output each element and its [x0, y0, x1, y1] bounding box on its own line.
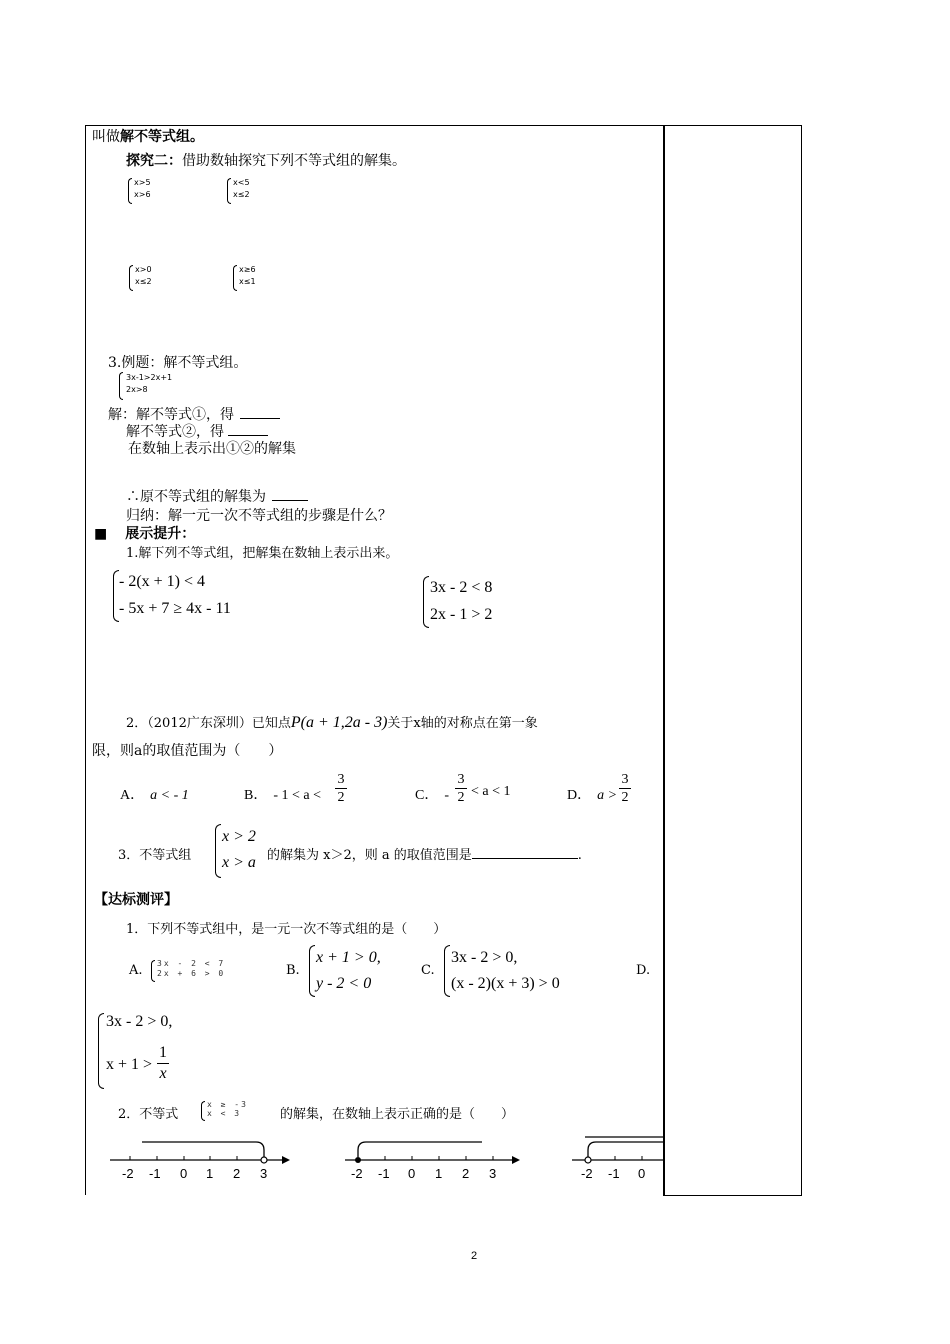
system-a: - 2(x + 1) < 4 - 5x + 7 ≥ 4x - 11 [119, 573, 231, 617]
q2-option-c-fraction: 3 2 [455, 771, 467, 806]
number-line-b [335, 1130, 530, 1185]
svg-text:2: 2 [462, 1166, 470, 1181]
summary-question: 归纳：解一元一次不等式组的步骤是什么？ [126, 508, 392, 524]
q2-option-d: D． a > [567, 788, 618, 803]
assessment-q1: 1．下列不等式组中，是一元一次不等式组的是（ ） [126, 922, 447, 937]
showcase-q2-line1: 2．（2012广东深圳）已知点P(a + 1,2a - 3)关于x轴的对称点在第一象 [126, 714, 538, 731]
showcase-q3-pre: 3．不等式组 [118, 848, 192, 863]
opt-b-label: B. [286, 963, 300, 978]
showcase-q2-line2: 限，则a的取值范围为（ ） [92, 743, 283, 759]
svg-text:1: 1 [435, 1166, 443, 1181]
system-3: x>0 x≤2 [135, 265, 152, 286]
opt-d-line2: x + 1 > [106, 1056, 153, 1073]
svg-text:-1: -1 [149, 1166, 161, 1181]
page-number: 2 [471, 1250, 478, 1262]
system-b: 3x - 2 < 8 2x - 1 > 2 [430, 579, 493, 623]
q2-option-d-fraction: 3 2 [619, 771, 631, 806]
q3-system: x > 2 x > a [222, 828, 256, 871]
opt-d-line1: 3x - 2 > 0, [106, 1013, 173, 1030]
opt-c-system: 3x - 2 > 0, (x - 2)(x + 3) > 0 [451, 949, 560, 992]
solution-line-3: 在数轴上表示出①②的解集 [128, 441, 296, 457]
svg-text:0: 0 [180, 1166, 188, 1181]
system-4: x≥6 x≤1 [239, 265, 256, 286]
svg-text:1: 1 [206, 1166, 214, 1181]
number-line-a [100, 1130, 300, 1185]
main-cell [85, 125, 665, 1195]
side-cell [663, 125, 802, 1196]
showcase-q3-post: 的解集为 x＞2，则 a 的取值范围是 . [267, 848, 582, 863]
svg-text:0: 0 [408, 1166, 416, 1181]
explore-two: 探究二：借助数轴探究下列不等式组的解集。 [126, 153, 406, 169]
number-line-c [570, 1130, 663, 1185]
system-1: x>5 x>6 [134, 178, 151, 199]
svg-text:2: 2 [233, 1166, 241, 1181]
q2-option-b-fraction: 3 2 [335, 771, 347, 806]
svg-text:3: 3 [489, 1166, 497, 1181]
showcase-q1: 1.解下列不等式组，把解集在数轴上表示出来。 [126, 546, 399, 561]
assessment-title: 【达标测评】 [94, 892, 178, 908]
svg-text:-2: -2 [351, 1166, 363, 1181]
svg-text:-1: -1 [608, 1166, 620, 1181]
q2-option-c: C． - [415, 788, 450, 803]
opt-a-label: A. [129, 963, 143, 978]
solution-line-4: ∴原不等式组的解集为 [126, 486, 308, 506]
opt-d-fraction: 1 x [159, 1044, 167, 1082]
solution-line-1: 解：解不等式①，得 [108, 404, 280, 424]
q2-option-c-tail: < a < 1 [471, 784, 511, 799]
showcase-heading: ■ 展示提升： [94, 526, 196, 542]
opt-c-label: C. [421, 963, 435, 978]
solution-line-2: 解不等式②，得 [126, 421, 268, 441]
example-heading: 3.例题：解不等式组。 [108, 355, 248, 371]
system-2: x<5 x≤2 [233, 178, 250, 199]
q2-option-b: B． - 1 < a < [244, 788, 322, 803]
svg-text:3: 3 [260, 1166, 268, 1181]
intro-tail: 叫做解不等式组。 [92, 129, 204, 145]
assessment-q2-post: 的解集，在数轴上表示正确的是（ ） [280, 1107, 515, 1122]
svg-text:-2: -2 [581, 1166, 593, 1181]
q2-option-a: A． a < - 1 [120, 788, 189, 803]
svg-text:0: 0 [638, 1166, 646, 1181]
example-system: 3x-1>2x+1 2x>8 [126, 373, 173, 394]
opt-a-system: 3x - 2 < 7 2x + 6 > 0 [157, 959, 226, 978]
assessment-q2-pre: 2．不等式 [118, 1107, 179, 1122]
svg-text:-1: -1 [378, 1166, 390, 1181]
q2-system-small: x ≥ -3 x < 3 [207, 1100, 248, 1118]
svg-text:-2: -2 [122, 1166, 134, 1181]
opt-b-system: x + 1 > 0, y - 2 < 0 [316, 949, 381, 992]
opt-d-label: D. [636, 963, 651, 978]
